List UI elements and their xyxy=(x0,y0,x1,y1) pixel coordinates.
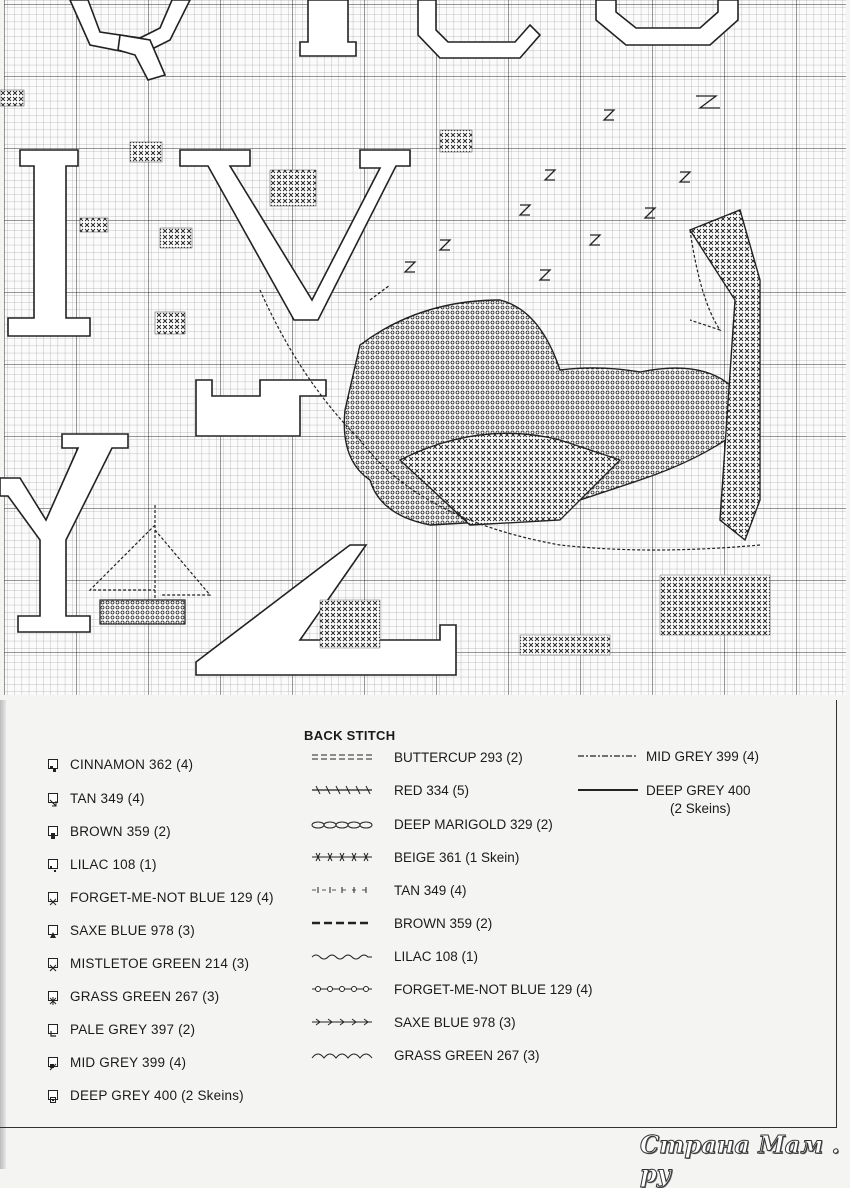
cinnamon-symbol-icon xyxy=(48,759,58,769)
key-label: PALE GREY 397 (2) xyxy=(70,1021,196,1037)
arrows-line-icon xyxy=(310,1015,374,1029)
key-row-lilac xyxy=(48,854,157,874)
site-watermark: Страна Мам . ру xyxy=(640,1130,840,1188)
mistletoe-green-symbol-icon xyxy=(48,958,58,968)
bs-label: TAN 349 (4) xyxy=(394,883,467,898)
wave-line-icon xyxy=(310,949,374,963)
double-dash-line-icon xyxy=(310,750,374,764)
key-row-pale-grey xyxy=(48,1019,195,1039)
stars-line-icon xyxy=(310,850,374,864)
bs-label-skeins: (2 Skeins) xyxy=(670,801,731,816)
bs-label: FORGET-ME-NOT BLUE 129 (4) xyxy=(394,982,593,997)
key-label: FORGET-ME-NOT BLUE 129 (4) xyxy=(70,889,274,905)
key-label: LILAC 108 (1) xyxy=(70,856,157,872)
bs-label: LILAC 108 (1) xyxy=(394,949,479,964)
page-frame-bottom xyxy=(0,1127,837,1128)
pale-grey-symbol-icon xyxy=(48,1024,58,1034)
dots-line-icon xyxy=(310,982,374,996)
key-label: SAXE BLUE 978 (3) xyxy=(70,922,195,938)
key-label: BROWN 359 (2) xyxy=(70,823,171,839)
key-label: CINNAMON 362 (4) xyxy=(70,756,194,772)
page-frame-right xyxy=(836,700,837,1128)
key-label: MID GREY 399 (4) xyxy=(70,1054,187,1070)
bs-label: GRASS GREEN 267 (3) xyxy=(394,1048,540,1063)
bs-label: MID GREY 399 (4) xyxy=(646,749,760,764)
hash-line-icon xyxy=(310,783,374,797)
grass-green-symbol-icon xyxy=(48,991,58,1001)
bold-dash-line-icon xyxy=(310,916,374,930)
bs-label: BROWN 359 (2) xyxy=(394,916,493,931)
plus-line-icon xyxy=(310,883,374,897)
forget-me-not-blue-symbol-icon xyxy=(48,892,58,902)
key-label: DEEP GREY 400 (2 Skeins) xyxy=(70,1087,244,1103)
key-row-mid-grey xyxy=(48,1052,186,1072)
bs-label: SAXE BLUE 978 (3) xyxy=(394,1015,516,1030)
tan-symbol-icon xyxy=(48,793,58,803)
letter-i-top xyxy=(300,0,356,56)
bs-label: DEEP GREY 400 xyxy=(646,783,751,798)
key-row-cinnamon xyxy=(48,754,193,774)
solid-line-icon xyxy=(576,783,640,797)
saxe-blue-symbol-icon xyxy=(48,925,58,935)
key-row-tan xyxy=(48,788,145,808)
bs-label: DEEP MARIGOLD 329 (2) xyxy=(394,817,553,832)
bs-label: RED 334 (5) xyxy=(394,783,470,798)
key-row-saxe-blue xyxy=(48,920,195,940)
deep-grey-symbol-icon xyxy=(48,1090,58,1100)
key-row-mistletoe-green xyxy=(48,953,249,973)
key-label: TAN 349 (4) xyxy=(70,790,145,806)
key-row-forget-me-not-blue xyxy=(48,887,274,907)
key-row-grass-green xyxy=(48,986,219,1006)
dash-dot-line-icon xyxy=(576,749,640,763)
mid-grey-symbol-icon xyxy=(48,1057,58,1067)
key-row-deep-grey xyxy=(48,1085,244,1105)
key-label: GRASS GREEN 267 (3) xyxy=(70,988,220,1004)
back-stitch-title: BACK STITCH xyxy=(304,728,396,743)
bs-label: BUTTERCUP 293 (2) xyxy=(394,750,523,765)
key-label: MISTLETOE GREEN 214 (3) xyxy=(70,955,250,971)
lilac-symbol-icon xyxy=(48,859,58,869)
bs-label: BEIGE 361 (1 Skein) xyxy=(394,850,520,865)
arcs-line-icon xyxy=(310,1048,374,1062)
binding-shadow xyxy=(0,700,6,1169)
brown-symbol-icon xyxy=(48,826,58,836)
ovals-line-icon xyxy=(310,817,374,831)
key-row-brown xyxy=(48,821,171,841)
